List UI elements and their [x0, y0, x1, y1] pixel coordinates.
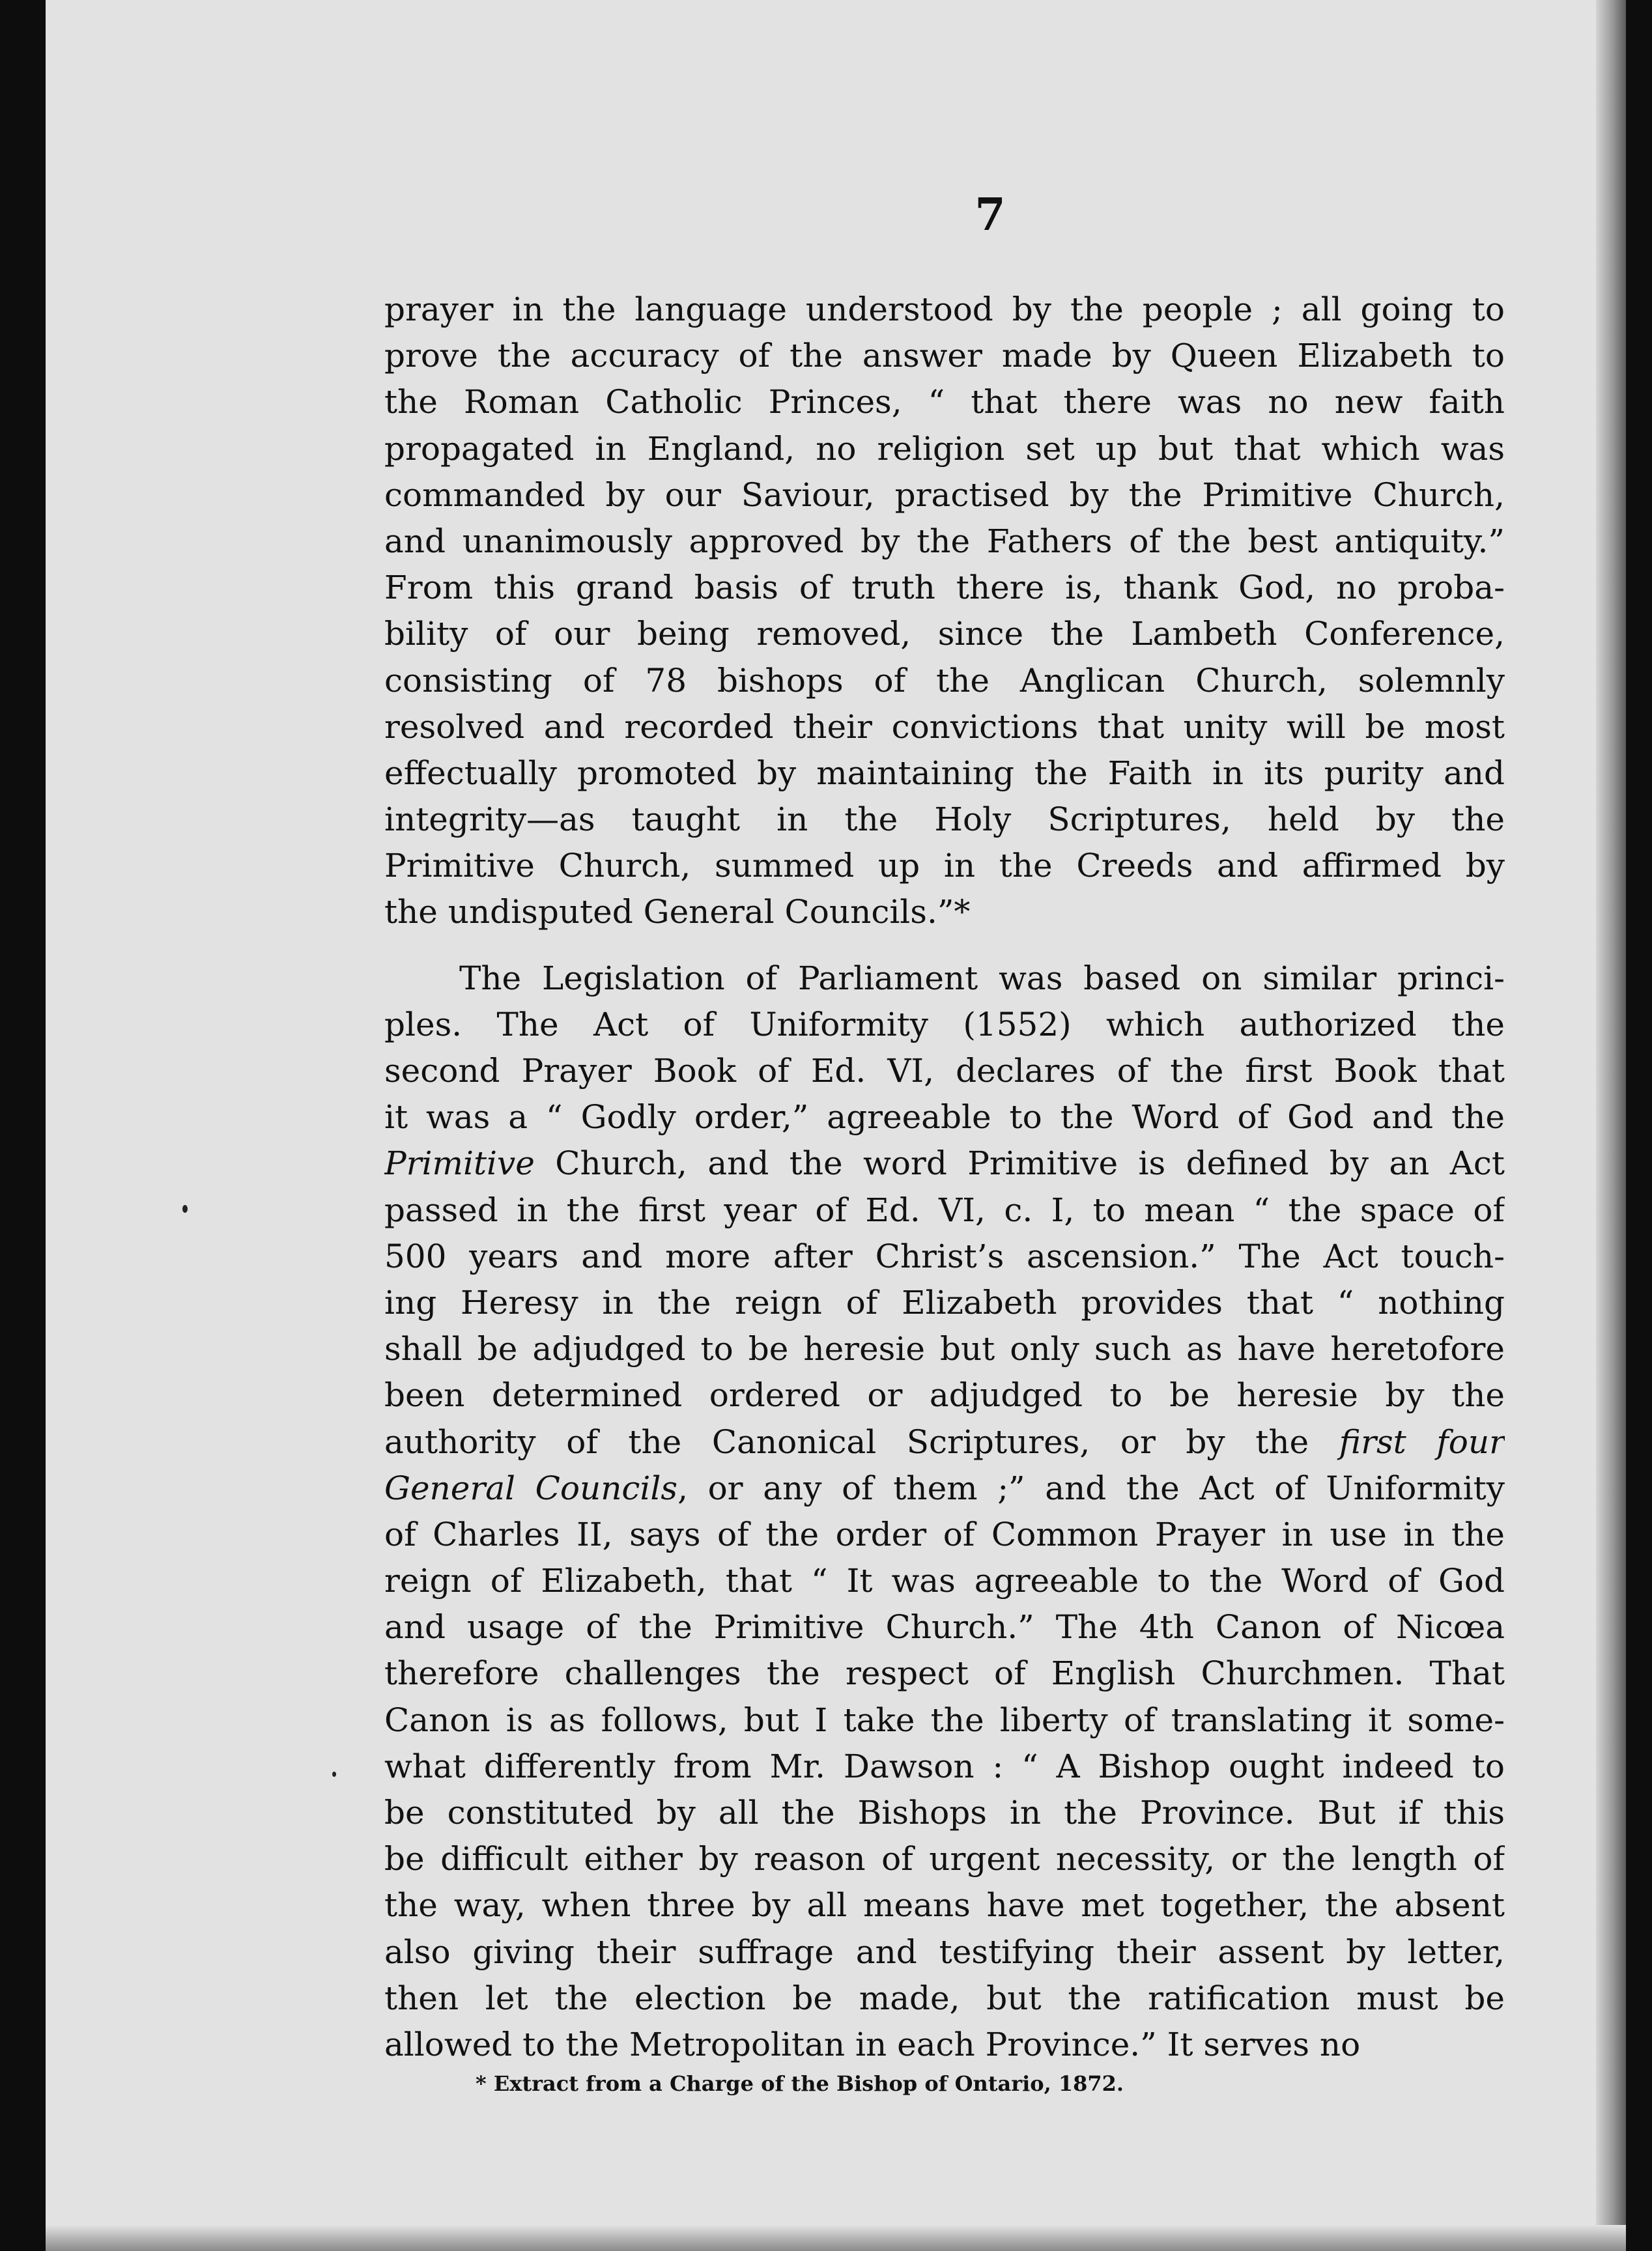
scan-left-edge — [0, 0, 46, 2251]
scan-right-edge — [1626, 0, 1652, 2251]
text-line: propagated in England, no religion set up but that which was — [384, 429, 1505, 468]
text-line: also giving their suffrage and testifying their assent by letter, — [384, 1932, 1505, 1971]
text-line: reign of Elizabeth, that “ It was agreeable to the Word of God — [384, 1562, 1505, 1600]
text-line: 500 years and more after Christ’s ascension.” The Act touch- — [384, 1237, 1505, 1275]
text-line: be constituted by all the Bishops in the Province. But if this — [384, 1794, 1505, 1832]
text-line: passed in the first year of Ed. VI, c. I, to mean “ the space of — [384, 1191, 1505, 1229]
text-line: commanded by our Saviour, practised by the Primitive Church, — [384, 475, 1505, 514]
text-line: what differently from Mr. Dawson : “ A Bishop ought indeed to — [384, 1747, 1505, 1785]
text-line: prayer in the language understood by the people ; all going to — [384, 290, 1505, 328]
text-line: effectually promoted by maintaining the Faith in its purity and — [384, 754, 1505, 792]
text-line: allowed to the Metropolitan in each Province.” It serves no — [384, 2025, 1361, 2063]
text-line: been determined ordered or adjudged to be heresie by the — [384, 1376, 1505, 1415]
paragraph — [384, 956, 1505, 2069]
text-line: be difficult either by reason of urgent necessity, or the length of — [384, 1840, 1505, 1878]
text-line: then let the election be made, but the ratification must be — [384, 1979, 1505, 2017]
text-line: consisting of 78 bishops of the Anglican Church, solemnly — [384, 661, 1505, 700]
paragraph-gap — [384, 936, 1505, 956]
scan-speck — [332, 1772, 336, 1777]
page-bottom-shadow — [46, 2225, 1626, 2251]
text-line: the way, when three by all means have met together, the absent — [384, 1886, 1505, 1925]
text-line: Primitive Church, and the word Primitive is defined by an Act — [384, 1144, 1505, 1183]
text-line: it was a “ Godly order,” agreeable to the Word of God and the — [384, 1098, 1505, 1137]
page-text — [384, 189, 1505, 2097]
text-line: From this grand basis of truth there is, thank God, no proba- — [384, 569, 1505, 607]
text-line: bility of our being removed, since the Lambeth Conference, — [384, 615, 1505, 653]
page-fold-shadow — [1596, 0, 1626, 2251]
text-line: and usage of the Primitive Church.” The 4th Canon of Nicœa — [384, 1608, 1505, 1647]
text-line: ples. The Act of Uniformity (1552) which authorized the — [384, 1005, 1505, 1043]
text-line: ing Heresy in the reign of Elizabeth provides that “ nothing — [384, 1283, 1505, 1322]
text-line: resolved and recorded their convictions that unity will be most — [384, 707, 1505, 746]
scan-speck — [182, 1205, 188, 1213]
text-line: shall be adjudged to be heresie but only such as have heretofore — [384, 1330, 1505, 1368]
text-line: the undisputed General Councils.”* — [384, 893, 971, 931]
text-line: therefore challenges the respect of English Churchmen. That — [384, 1654, 1505, 1693]
text-line: Canon is as follows, but I take the liberty of translating it some- — [384, 1701, 1505, 1739]
text-line: authority of the Canonical Scriptures, or by the first four — [384, 1423, 1505, 1461]
text-line: and unanimously approved by the Fathers of the best antiquity.” — [384, 522, 1505, 560]
text-line: integrity—as taught in the Holy Scriptures, held by the — [384, 800, 1505, 839]
footnote: * Extract from a Charge of the Bishop of Ontario, 1872. — [476, 2071, 1124, 2097]
text-line: General Councils, or any of them ;” and the Act of Uniformity — [384, 1469, 1505, 1507]
page-number: 7 — [975, 189, 1006, 241]
text-line: the Roman Catholic Princes, “ that there was no new faith — [384, 383, 1505, 421]
paragraph — [384, 287, 1505, 936]
text-line: second Prayer Book of Ed. VI, declares of the first Book that — [384, 1052, 1505, 1090]
text-line: prove the accuracy of the answer made by Queen Elizabeth to — [384, 337, 1505, 375]
text-line: The Legislation of Parliament was based on similar princi- — [459, 959, 1505, 997]
text-line: of Charles II, says of the order of Common Prayer in use in the — [384, 1515, 1505, 1553]
body-paragraphs — [384, 287, 1505, 2068]
text-line: Primitive Church, summed up in the Creeds and affirmed by — [384, 847, 1505, 885]
book-page — [46, 0, 1626, 2251]
